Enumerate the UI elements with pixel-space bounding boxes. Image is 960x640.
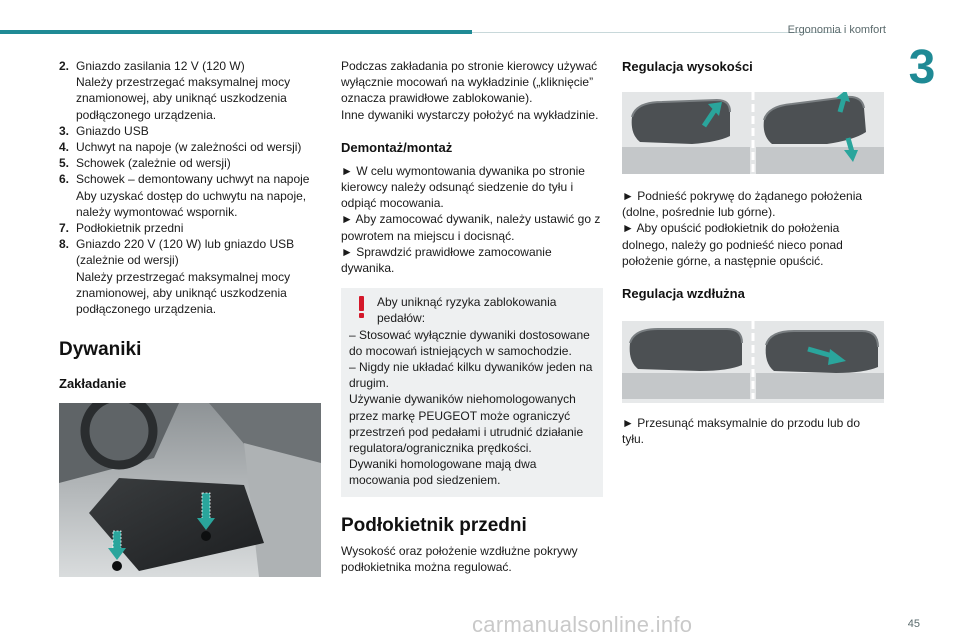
subheading-removal: Demontaż/montaż: [341, 139, 453, 155]
list-item: 3. Gniazdo USB: [59, 123, 149, 138]
armrest-length-photo: [622, 321, 884, 403]
list-item: 2. Gniazdo zasilania 12 V (120 W) Należy przestrzegać maksymalnej mocy znamionowej, aby uniknąć uszkodzenia podłączonego urządzenia.: [59, 59, 291, 122]
instruction-step: ► Przesunąć maksymalnie do przodu lub do tyłu.: [622, 416, 860, 447]
armrest-height-illustration: [622, 92, 884, 174]
instruction-step: ► Aby zamocować dywanik, należy ustawić go z powrotem na miejscu i docisnąć.: [341, 212, 601, 243]
column-3: [622, 58, 884, 447]
list-item: 7. Podłokietnik przedni: [59, 221, 184, 236]
instruction-step: ► Aby opuścić podłokietnik do położenia dolnego, należy go podnieść nieco ponad położenie górne, a następnie opuścić.: [622, 221, 843, 268]
header-rule: [472, 32, 842, 33]
heading-mats: Dywaniki: [59, 339, 142, 361]
warning-box: Aby uniknąć ryzyka zablokowania pedałów: – Stosować wyłącznie dywaniki dostosowane do mocowań istniejących w samochodzie. – Nigdy nie układać kilku dywaników jeden na drugim. Używanie dywaników niehomologowanych przez markę PEUGEOT może ograniczyć przestrzeń pod pedałami i utrudnić działanie regulatora/ogranicznika prędkości. Dywaniki homologowane mają dwa mocowania pod siedzeniem.: [341, 288, 603, 496]
list-item: 5. Schowek (zależnie od wersji): [59, 156, 231, 171]
heading-armrest: Podłokietnik przedni: [341, 514, 527, 536]
list-item: 4. Uchwyt na napoje (w zależności od wersji): [59, 140, 302, 155]
component-list: [59, 58, 321, 317]
armrest-height-photo: [622, 92, 884, 174]
list-item: 8. Gniazdo 220 V (120 W) lub gniazdo USB (zależnie od wersji) Należy przestrzegać maksymalnej mocy znamionowej, aby uniknąć uszkodzenia podłączonego urządzenia.: [59, 237, 295, 317]
subheading-length: Regulacja wzdłużna: [622, 286, 745, 302]
column-2: [341, 58, 603, 575]
list-item: 6. Schowek – demontowany uchwyt na napoje Aby uzyskać dostęp do uchwytu na napoje, należy wymontować wspornik.: [59, 172, 310, 219]
instruction-step: ► Sprawdzić prawidłowe zamocowanie dywanika.: [341, 244, 552, 276]
chapter-number: 3: [908, 41, 936, 94]
subheading-height: Regulacja wysokości: [622, 59, 753, 74]
intro-paragraph: Podczas zakładania po stronie kierowcy używać wyłącznie mocowań na wykładzinie („kliknięcie” oznacza prawidłowe zablokowanie). Inne dywaniki wystarczy położyć na wykładzinie.: [341, 59, 599, 122]
section-title: Ergonomia i komfort: [787, 24, 886, 36]
armrest-length-illustration: [622, 321, 884, 399]
instruction-step: ► Podnieść pokrywę do żądanego położenia (dolne, pośrednie lub górne).: [622, 189, 863, 220]
armrest-paragraph: Wysokość oraz położenie wzdłużne pokrywy podłokietnika można regulować.: [341, 543, 578, 574]
floor-mat-photo: [59, 403, 321, 577]
subheading-install: Zakładanie: [59, 376, 127, 392]
header-accent-bar: [0, 30, 472, 34]
exclamation-warning-icon: [359, 296, 365, 318]
column-1: [59, 58, 321, 577]
instruction-step: ► W celu wymontowania dywanika po stronie kierowcy należy odsunąć siedzenie do tyłu i odpiąć mocowania.: [341, 163, 585, 211]
watermark: carmanualsonline.info: [472, 612, 693, 637]
page-number: 45: [907, 618, 920, 630]
floor-mat-illustration: [59, 403, 321, 577]
